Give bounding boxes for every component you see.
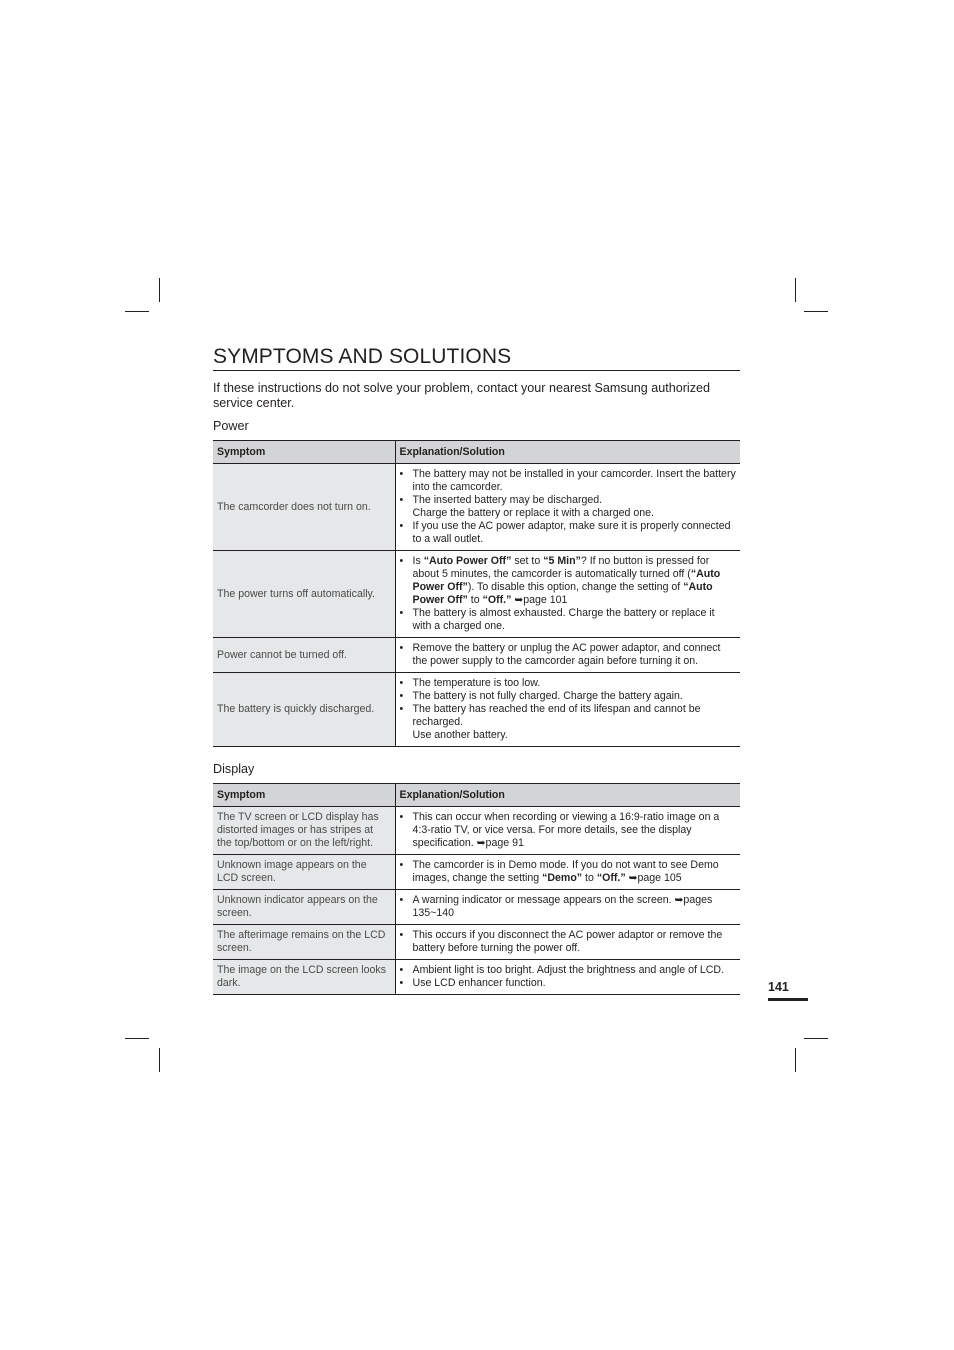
demo-mode-solution: • The camcorder is in Demo mode. If you do not want to see Demo images, change the setting “Demo” to “Off.” ➥page 105 bbox=[412, 859, 719, 884]
column-header-solution: Explanation/Solution bbox=[395, 441, 740, 464]
solution-item: • Use LCD enhancer function. bbox=[400, 977, 737, 990]
page-number: 141 bbox=[768, 980, 789, 994]
solution-cell bbox=[395, 638, 740, 673]
page-content bbox=[213, 344, 740, 995]
display-table bbox=[213, 783, 740, 995]
solution-item: • Ambient light is too bright. Adjust the brightness and angle of LCD. bbox=[400, 964, 737, 977]
solution-item: • Remove the battery or unplug the AC power adaptor, and connect the power supply to the camcorder again before turning it on. bbox=[400, 642, 737, 668]
crop-mark bbox=[159, 1048, 160, 1072]
solution-item: • The battery may not be installed in your camcorder. Insert the battery into the camcorder. bbox=[400, 468, 737, 494]
symptom-cell: Power cannot be turned off. bbox=[213, 638, 395, 673]
symptom-cell: Unknown indicator appears on the screen. bbox=[213, 890, 395, 925]
symptom-cell: Unknown image appears on the LCD screen. bbox=[213, 855, 395, 890]
table-row bbox=[213, 464, 740, 551]
solution-cell bbox=[395, 890, 740, 925]
solution-cell bbox=[395, 925, 740, 960]
symptom-cell: The TV screen or LCD display has distorted images or has stripes at the top/bottom or on the left/right. bbox=[213, 807, 395, 855]
symptom-cell: The afterimage remains on the LCD screen. bbox=[213, 925, 395, 960]
solution-cell bbox=[395, 464, 740, 551]
solution-item: • A warning indicator or message appears on the screen. ➥pages 135~140 bbox=[400, 894, 737, 920]
symptom-cell: The battery is quickly discharged. bbox=[213, 673, 395, 747]
crop-mark bbox=[804, 311, 828, 312]
solution-item: • This occurs if you disconnect the AC power adaptor or remove the battery before turning the power off. bbox=[400, 929, 737, 955]
column-header-solution: Explanation/Solution bbox=[395, 784, 740, 807]
solution-item: • The temperature is too low. bbox=[400, 677, 737, 690]
crop-mark bbox=[159, 278, 160, 302]
power-table bbox=[213, 440, 740, 747]
crop-mark bbox=[125, 311, 149, 312]
solution-item bbox=[400, 555, 737, 607]
column-header-symptom: Symptom bbox=[213, 784, 395, 807]
table-row bbox=[213, 890, 740, 925]
table-row bbox=[213, 551, 740, 638]
solution-cell bbox=[395, 855, 740, 890]
section-title-power: Power bbox=[213, 419, 249, 433]
page-number-rule bbox=[768, 998, 808, 1001]
solution-item: • This can occur when recording or viewing a 16:9-ratio image on a 4:3-ratio TV, or vice versa. For more details, see the display specification. ➥page 91 bbox=[400, 811, 737, 850]
solution-item: • The battery is almost exhausted. Charge the battery or replace it with a charged one. bbox=[400, 607, 737, 633]
solution-cell bbox=[395, 960, 740, 995]
solution-item bbox=[400, 859, 737, 885]
crop-mark bbox=[795, 1048, 796, 1072]
symptom-cell: The image on the LCD screen looks dark. bbox=[213, 960, 395, 995]
solution-item: • If you use the AC power adaptor, make sure it is properly connected to a wall outlet. bbox=[400, 520, 737, 546]
solution-cell bbox=[395, 673, 740, 747]
crop-mark bbox=[125, 1038, 149, 1039]
intro-text: If these instructions do not solve your problem, contact your nearest Samsung authorized service center. bbox=[213, 381, 711, 410]
solution-item: • The battery has reached the end of its lifespan and cannot be recharged. Use another battery. bbox=[400, 703, 737, 742]
symptom-cell: The power turns off automatically. bbox=[213, 551, 395, 638]
symptom-cell: The camcorder does not turn on. bbox=[213, 464, 395, 551]
crop-mark bbox=[804, 1038, 828, 1039]
table-header-row bbox=[213, 784, 740, 807]
column-header-symptom: Symptom bbox=[213, 441, 395, 464]
crop-mark bbox=[795, 278, 796, 302]
solution-item: • The inserted battery may be discharged. Charge the battery or replace it with a charged one. bbox=[400, 494, 737, 520]
table-row bbox=[213, 925, 740, 960]
table-row bbox=[213, 638, 740, 673]
table-row bbox=[213, 807, 740, 855]
solution-item: • The battery is not fully charged. Charge the battery again. bbox=[400, 690, 737, 703]
table-header-row bbox=[213, 441, 740, 464]
auto-power-off-solution: • Is “Auto Power Off” set to “5 Min”? If no button is pressed for about 5 minutes, the camcorder is automatically turned off (“Auto Power Off”). To disable this option, change the setting of “Auto Power Off” to “Off.” ➥page 101 bbox=[412, 555, 721, 606]
table-row bbox=[213, 673, 740, 747]
page-title: SYMPTOMS AND SOLUTIONS bbox=[213, 344, 740, 371]
solution-cell bbox=[395, 807, 740, 855]
table-row bbox=[213, 960, 740, 995]
table-row bbox=[213, 855, 740, 890]
solution-cell bbox=[395, 551, 740, 638]
section-title-display: Display bbox=[213, 762, 255, 776]
